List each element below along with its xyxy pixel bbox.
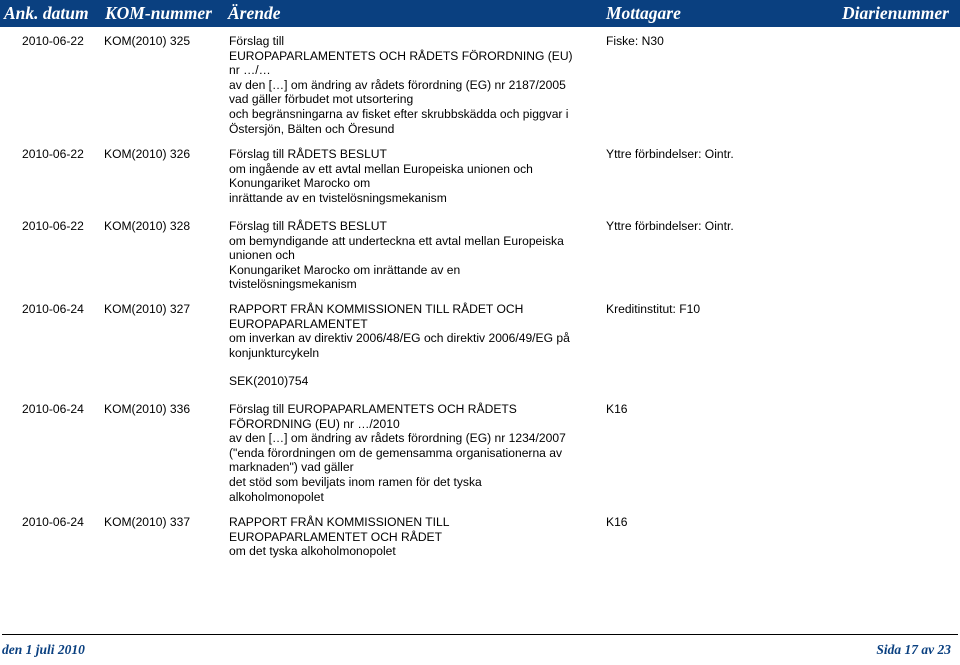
- entry-arende-line: konjunkturcykeln: [229, 345, 320, 360]
- entry-arende-line: RAPPORT FRÅN KOMMISSIONEN TILL RÅDET OCH: [229, 302, 524, 316]
- entry-date: 2010-06-22: [22, 34, 84, 48]
- entry-mottagare: K16: [606, 402, 628, 416]
- entry-kom-number: KOM(2010) 336: [104, 402, 191, 416]
- entry-arende: [229, 302, 599, 389]
- entry-arende-line: tvistelösningsmekanism: [229, 277, 357, 292]
- entry-arende-line: EUROPAPARLAMENTETS OCH RÅDETS FÖRORDNING (EU): [229, 48, 573, 63]
- entry-mottagare: Kreditinstitut: F10: [606, 302, 701, 316]
- entry-kom-number: KOM(2010) 327: [104, 302, 191, 316]
- entry-arende-line: Förslag till: [229, 34, 285, 48]
- entry-arende-line: Förslag till RÅDETS BESLUT: [229, 219, 387, 233]
- footer-divider: [2, 634, 958, 635]
- entry-kom-number: KOM(2010) 325: [104, 34, 191, 48]
- entry-arende-line: av den […] om ändring av rådets förordning (EG) nr 2187/2005: [229, 77, 566, 92]
- entry-arende-line: unionen och: [229, 248, 295, 263]
- entry-arende-line: marknaden") vad gäller: [229, 460, 354, 475]
- column-header-mottagare: Mottagare: [606, 3, 681, 23]
- entry-mottagare: K16: [606, 515, 628, 529]
- entry-arende-line: om inverkan av direktiv 2006/48/EG och direktiv 2006/49/EG på: [229, 331, 570, 346]
- entry-kom-number: KOM(2010) 337: [104, 515, 191, 529]
- entry-mottagare: Yttre förbindelser: Ointr.: [606, 219, 734, 233]
- entry-arende-line: vad gäller förbudet mot utsortering: [229, 92, 414, 107]
- entry-arende-line: Förslag till RÅDETS BESLUT: [229, 147, 387, 161]
- entry-arende: [229, 34, 599, 136]
- entry-mottagare: Yttre förbindelser: Ointr.: [606, 147, 734, 161]
- entry-arende-line: av den […] om ändring av rådets förordning (EG) nr 1234/2007: [229, 431, 566, 446]
- entry-arende-line: inrättande av en tvistelösningsmekanism: [229, 190, 447, 205]
- entry-mottagare: Fiske: N30: [606, 34, 664, 48]
- entry-arende-line: RAPPORT FRÅN KOMMISSIONEN TILL: [229, 515, 450, 529]
- entry-date: 2010-06-24: [22, 302, 84, 316]
- column-header-date: Ank. datum: [4, 3, 89, 23]
- column-header-kom: KOM-nummer: [105, 3, 212, 23]
- entry-arende: [229, 515, 599, 559]
- entry-kom-number: KOM(2010) 326: [104, 147, 191, 161]
- entry-arende-line: Konungariket Marocko om inrättande av en: [229, 262, 461, 277]
- entry-arende-line: om bemyndigande att underteckna ett avtal mellan Europeiska: [229, 233, 564, 248]
- entry-arende-line: och begränsningarna av fisket efter skrubbskädda och piggvar i: [229, 106, 569, 121]
- entry-arende-line: Förslag till EUROPAPARLAMENTETS OCH RÅDETS: [229, 402, 517, 416]
- entry-arende-line: EUROPAPARLAMENTET OCH RÅDET: [229, 529, 443, 544]
- entry-arende-line: om ingående av ett avtal mellan Europeiska unionen och: [229, 161, 533, 176]
- entry-date: 2010-06-24: [22, 515, 84, 529]
- entry-arende-line: alkoholmonopolet: [229, 489, 324, 504]
- entry-arende-line: ("enda förordningen om de gemensamma organisationerna av: [229, 445, 563, 460]
- footer-page-number: Sida 17 av 23: [876, 642, 951, 657]
- entry-kom-number: KOM(2010) 328: [104, 219, 191, 233]
- table-header: [0, 0, 960, 27]
- column-header-diarienummer: Diarienummer: [842, 3, 949, 23]
- entry-date: 2010-06-22: [22, 219, 84, 233]
- entry-arende-line: Konungariket Marocko om: [229, 176, 371, 191]
- entry-date: 2010-06-22: [22, 147, 84, 161]
- entry-arende-line: FÖRORDNING (EU) nr …/2010: [229, 416, 400, 431]
- entry-reference-note: SEK(2010)754: [229, 374, 309, 389]
- entry-arende-line: det stöd som beviljats inom ramen för det tyska: [229, 474, 482, 489]
- footer-date: den 1 juli 2010: [2, 642, 85, 657]
- entry-arende: [229, 402, 599, 504]
- entry-arende-line: nr …/…: [229, 63, 271, 78]
- entry-arende-line: Östersjön, Bälten och Öresund: [229, 121, 395, 136]
- entry-arende-line: om det tyska alkoholmonopolet: [229, 544, 396, 559]
- column-header-arende: Ärende: [228, 3, 281, 23]
- entry-arende: [229, 219, 599, 292]
- entry-arende-line: EUROPAPARLAMENTET: [229, 316, 368, 331]
- entry-date: 2010-06-24: [22, 402, 84, 416]
- entry-arende: [229, 147, 599, 205]
